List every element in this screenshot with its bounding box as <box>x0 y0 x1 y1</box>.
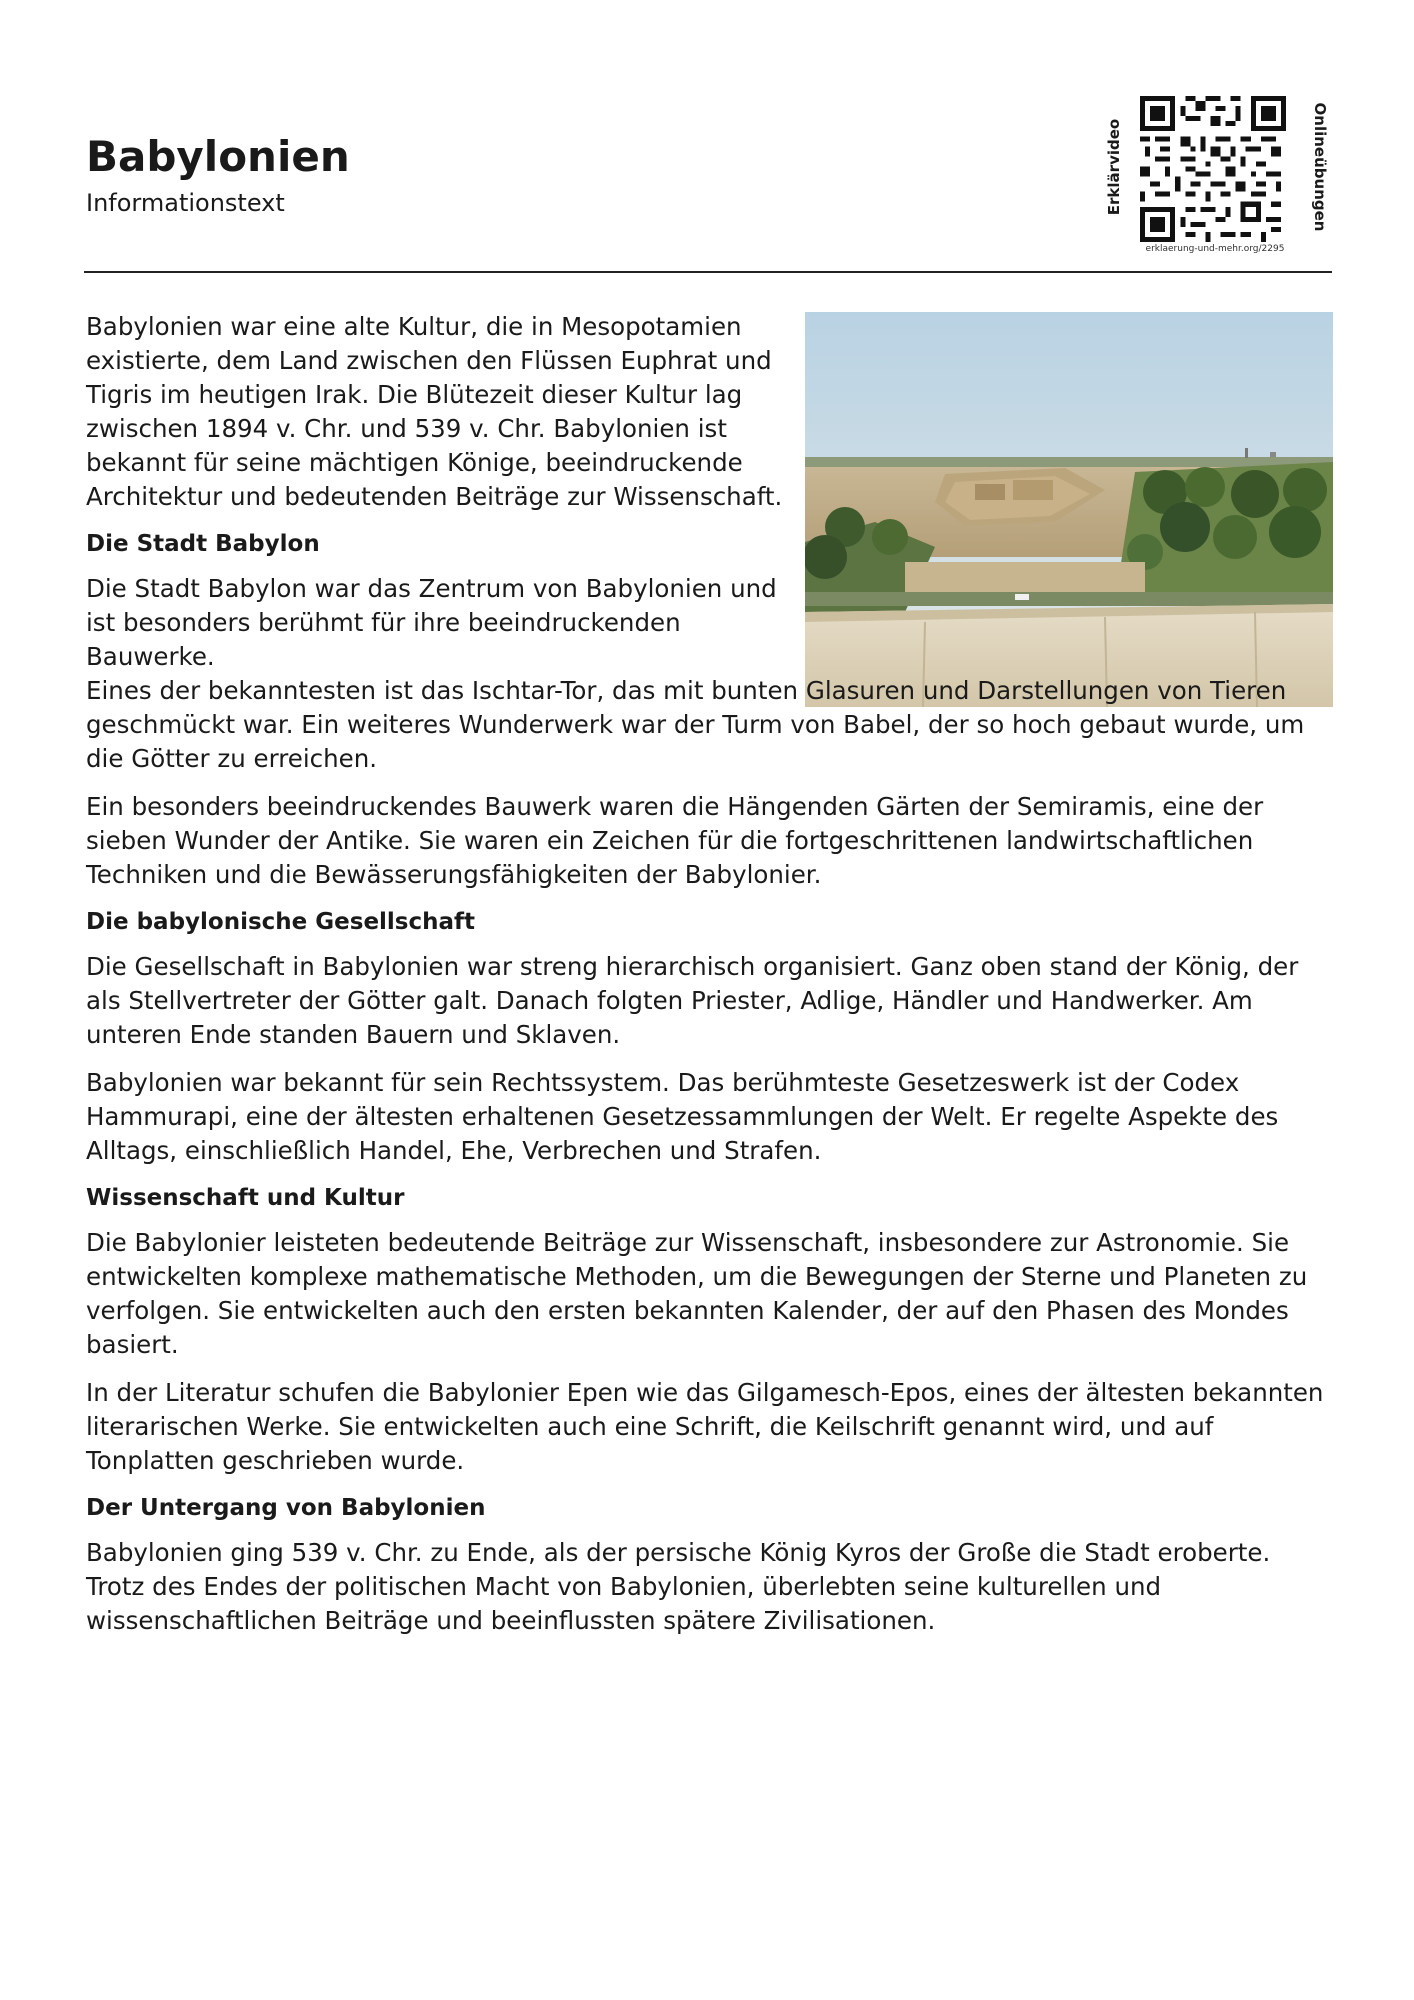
science-paragraph-2: In der Literatur schufen die Babylonier Epen wie das Gilgamesch-Epos, eines der ältesten bekannten literarischen Werke. Sie entwickelten auch eine Schrift, die Keilschrift genannt wird, und auf Tonplatten geschrieben wurde. <box>86 1378 1324 1475</box>
page-title: Babylonien <box>86 132 350 181</box>
city-paragraph-3: Ein besonders beeindruckendes Bauwerk waren die Hängenden Gärten der Semiramis, eine der sieben Wunder der Antike. Sie waren ein Zeichen für die fortgeschrittenen landwirtschaftlichen Techniken und die Bewässerungsfähigkeiten der Babylonier. <box>86 792 1264 889</box>
qr-label-video: Erklärvideo <box>1105 118 1123 216</box>
intro-paragraph: Babylonien war eine alte Kultur, die in Mesopotamien existierte, dem Land zwischen den Flüssen Euphrat und Tigris im heutigen Irak. Die Blütezeit dieser Kultur lag zwischen 1894 v. Chr. und 539 v. Chr. Babylonien ist bekannt für seine mächtigen Könige, beeindruckende Architektur und bedeutenden Beiträge zur Wissenschaft. <box>86 312 783 511</box>
city-paragraph-1: Die Stadt Babylon war das Zentrum von Babylonien und ist besonders berühmt für ihre beeindruckenden Bauwerke. <box>86 574 777 671</box>
city-paragraph-2: Eines der bekanntesten ist das Ischtar-Tor, das mit bunten Glasuren und Darstellungen von Tieren geschmückt war. Ein weiteres Wunderwerk war der Turm von Babel, der so hoch gebaut wurde, um die Götter zu erreichen. <box>86 676 1305 773</box>
society-paragraph-1: Die Gesellschaft in Babylonien war streng hierarchisch organisiert. Ganz oben stand der König, der als Stellvertreter der Götter galt. Danach folgten Priester, Adlige, Händler und Handwerker. Am unteren Ende standen Bauern und Sklaven. <box>86 952 1299 1049</box>
science-paragraph-1: Die Babylonier leisteten bedeutende Beiträge zur Wissenschaft, insbesondere zur Astronomie. Sie entwickelten komplexe mathematische Methoden, um die Bewegungen der Sterne und Planeten zu verfolgen. Sie entwickelten auch den ersten bekannten Kalender, der auf den Phasen des Mondes basiert. <box>86 1228 1308 1359</box>
heading-decline: Der Untergang von Babylonien <box>86 1495 486 1521</box>
qr-label-exercises: Onlineübungen <box>1311 102 1329 232</box>
heading-science: Wissenschaft und Kultur <box>86 1185 405 1211</box>
decline-paragraph-1: Babylonien ging 539 v. Chr. zu Ende, als der persische König Kyros der Große die Stadt eroberte. Trotz des Endes der politischen Macht von Babylonien, überlebten seine kulturellen und wissenschaftlichen Beiträge und beeinflussten spätere Zivilisationen. <box>86 1538 1271 1635</box>
qr-url[interactable]: erklaerung-und-mehr.org/2295 <box>1145 244 1285 254</box>
heading-city: Die Stadt Babylon <box>86 531 320 557</box>
main-content <box>86 310 1332 1652</box>
qr-code[interactable] <box>1140 96 1286 242</box>
qr-block <box>1100 92 1330 262</box>
page-subtitle: Informationstext <box>86 189 285 217</box>
society-paragraph-2: Babylonien war bekannt für sein Rechtssystem. Das berühmteste Gesetzeswerk ist der Codex Hammurapi, eine der ältesten erhaltenen Gesetzessammlungen der Welt. Er regelte Aspekte des Alltags, einschließlich Handel, Ehe, Verbrechen und Strafen. <box>86 1068 1279 1165</box>
header-divider <box>84 271 1332 273</box>
heading-society: Die babylonische Gesellschaft <box>86 909 476 935</box>
